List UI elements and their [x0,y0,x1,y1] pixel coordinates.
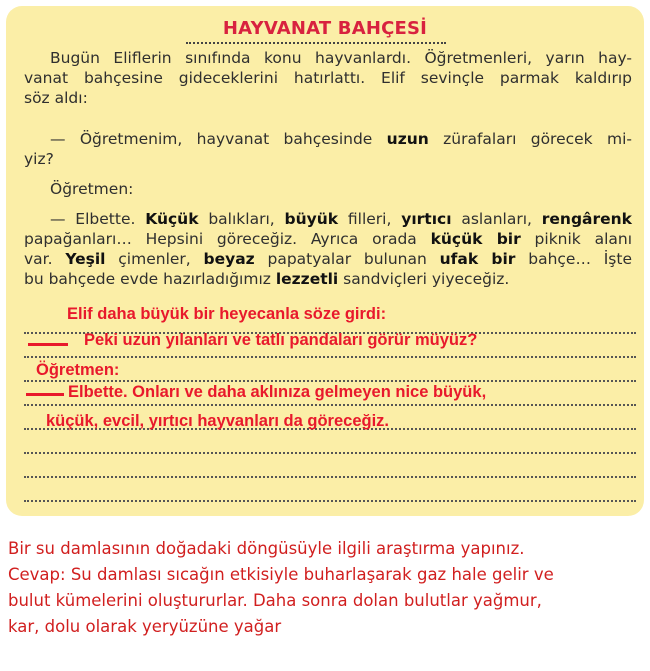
story-text-segment: bu bahçede evde hazırladığımız [24,270,276,288]
bold-adjective: rengârenk [541,210,632,228]
bold-adjective: lezzetli [275,270,339,288]
story-line [24,269,632,289]
writing-line [24,380,636,382]
bold-adjective: uzun [386,130,429,148]
story-text-segment: balıkları, [198,210,285,228]
writing-line [24,500,636,502]
story-line [24,149,632,169]
bold-adjective: Yeşil [65,250,106,268]
answer-line-2: bulut kümelerini oluştururlar. Daha sonra dolan bulutlar yağmur, [8,591,542,610]
handwritten-line-5: küçük, evcil, yırtıcı hayvanları da göreceğiz. [46,412,389,430]
bold-adjective: küçük bir [430,230,521,248]
story-text-segment: — Öğretmenim, hayvanat bahçesinde [50,130,387,148]
story-line [50,48,632,68]
handwritten-line-1: Elif daha büyük bir heyecanla söze girdi: [67,305,387,323]
homework-question: Bir su damlasının doğadaki döngüsüyle ilgili araştırma yapınız. [8,539,525,558]
story-line [50,179,632,199]
story-line [50,209,632,229]
story-line [24,68,632,88]
handwritten-line-3: Öğretmen: [36,361,120,379]
bold-adjective: yırtıcı [401,210,452,228]
story-text-segment: yiz? [24,150,54,168]
bold-adjective: beyaz [203,250,255,268]
story-text-segment: sandviçleri yiyeceğiz. [338,270,510,288]
story-text-segment: Öğretmen: [50,180,134,198]
writing-line [24,404,636,406]
story-title: HAYVANAT BAHÇESİ [222,18,428,39]
worksheet-card [6,6,644,516]
story-line [24,229,632,249]
answer-line-3: kar, dolu olarak yeryüzüne yağar [8,617,282,636]
handwritten-dash [28,343,68,346]
handwritten-dash [26,393,64,396]
story-text-segment: bahçe… İşte [515,250,632,268]
story-line [24,249,632,269]
writing-line [24,356,636,358]
story-text-segment: Bugün Eliflerin sınıfında konu hayvanlardı. Öğretmenleri, yarın hay- [50,49,632,67]
title-dotted-line [186,42,446,44]
handwritten-line-2: Peki uzun yılanları ve tatlı pandaları görür müyüz? [84,331,478,349]
story-text-segment: papağanları… Hepsini göreceğiz. Ayrıca orada [24,230,431,248]
story-text-segment: söz aldı: [24,89,88,107]
story-text-segment: — Elbette. [50,210,146,228]
bold-adjective: büyük [284,210,339,228]
bold-adjective: Küçük [145,210,199,228]
answer-line-1: Cevap: Su damlası sıcağın etkisiyle buharlaşarak gaz hale gelir ve [8,565,554,584]
writing-line [24,476,636,478]
story-line [50,129,632,149]
story-text-segment: zürafaları görecek mi- [428,130,632,148]
handwritten-line-4: Elbette. Onları ve daha aklınıza gelmeyen nice büyük, [68,383,487,401]
story-text-segment: çimenler, [105,250,204,268]
bold-adjective: ufak bir [439,250,516,268]
story-text-segment: vanat bahçesine gideceklerini hatırlattı. Elif sevinçle parmak kaldırıp [24,69,632,87]
story-line [24,88,632,108]
story-text-segment: aslanları, [451,210,542,228]
story-text-segment: papatyalar bulunan [254,250,440,268]
writing-line [24,452,636,454]
story-text-segment: piknik alanı [520,230,632,248]
story-text-segment: filleri, [338,210,402,228]
story-text-segment: var. [24,250,66,268]
